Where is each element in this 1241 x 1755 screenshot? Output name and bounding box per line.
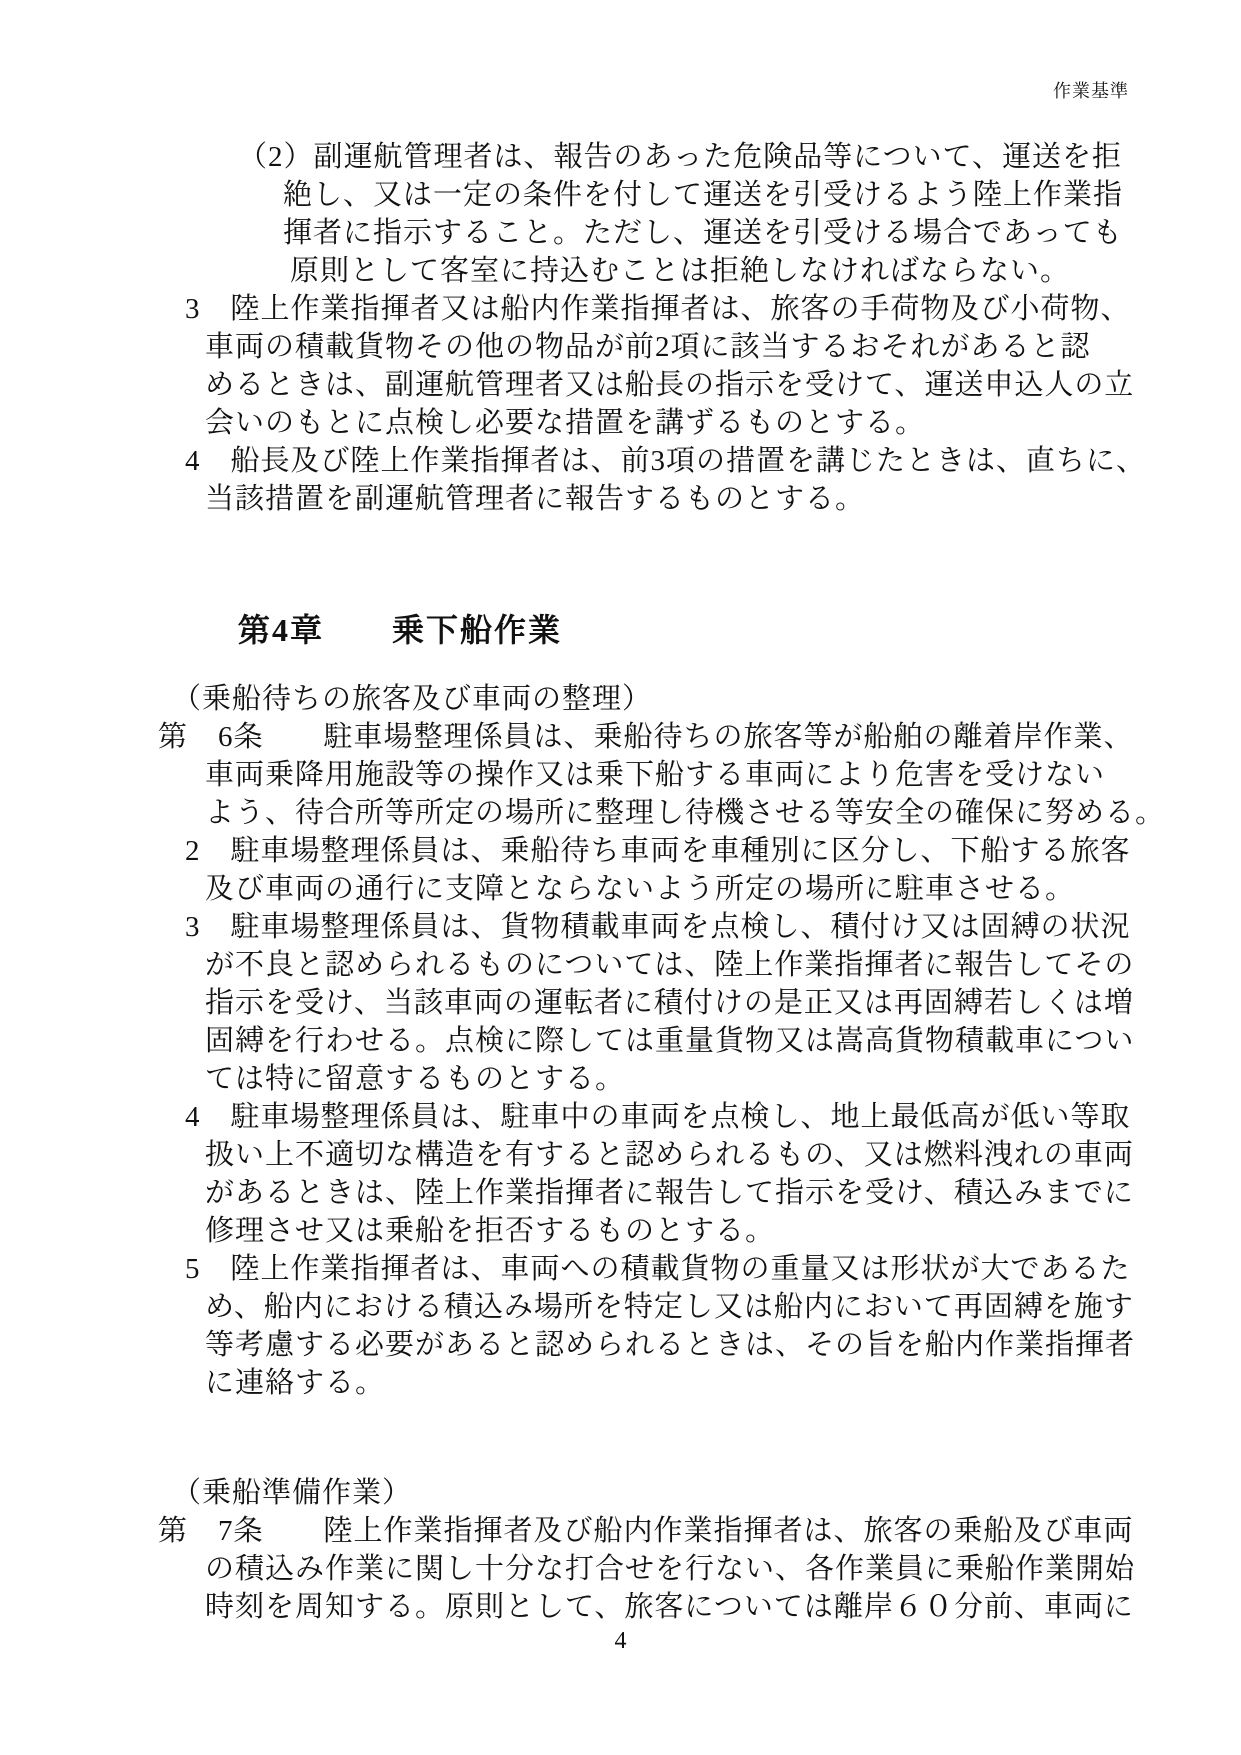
section-article-6 [0,680,1241,1402]
text-line: め、船内における積込み場所を特定し又は船内において再固縛を施す [205,1291,1134,1323]
text-line: 第 6条 駐車場整理係員は、乗船待ちの旅客等が船舶の離着岸作業、 [158,721,1134,753]
text-line: 当該措置を副運航管理者に報告するものとする。 [205,483,866,515]
text-line: 時刻を周知する。原則として、旅客については離岸６０分前、車両に [205,1591,1134,1623]
text-line: 原則として客室に持込むことは拒絶しなければならない。 [290,255,1071,287]
text-line: 3 陸上作業指揮者又は船内作業指揮者は、旅客の手荷物及び小荷物、 [185,293,1131,325]
section-article-7 [0,1474,1241,1626]
chapter-heading: 第4章 乗下船作業 [238,612,563,648]
text-line: 4 船長及び陸上作業指揮者は、前3項の措置を講じたときは、直ちに、 [185,445,1147,477]
text-line: 2 駐車場整理係員は、乗船待ち車両を車種別に区分し、下船する旅客 [185,835,1131,867]
text-line: 車両の積載貨物その他の物品が前2項に該当するおそれがあると認 [205,331,1091,363]
text-line: 第 7条 陸上作業指揮者及び船内作業指揮者は、旅客の乗船及び車両 [158,1515,1134,1547]
text-line: 会いのもとに点検し必要な措置を講ずるものとする。 [205,407,926,439]
text-line: 揮者に指示すること。ただし、運送を引受ける場合であっても [283,217,1123,249]
text-line: 指示を受け、当該車両の運転者に積付けの是正又は再固縛若しくは増 [205,987,1134,1019]
text-line: に連絡する。 [205,1367,386,1399]
text-line: めるときは、副運航管理者又は船長の指示を受けて、運送申込人の立 [205,369,1135,401]
text-line: （2）副運航管理者は、報告のあった危険品等について、運送を拒 [238,141,1123,173]
section-previous-article-items [0,138,1241,518]
text-line: があるときは、陸上作業指揮者に報告して指示を受け、積込みまでに [205,1177,1134,1209]
text-line: 3 駐車場整理係員は、貨物積載車両を点検し、積付け又は固縛の状況 [185,911,1131,943]
text-line: 4 駐車場整理係員は、駐車中の車両を点検し、地上最低高が低い等取 [185,1101,1131,1133]
document-content [0,138,1241,1626]
text-line: 絶し、又は一定の条件を付して運送を引受けるよう陸上作業指 [283,179,1124,211]
text-line: が不良と認められるものについては、陸上作業指揮者に報告してその [205,949,1135,981]
text-line: 等考慮する必要があると認められるときは、その旨を船内作業指揮者 [205,1329,1136,1361]
article-caption: （乗船待ちの旅客及び車両の整理） [172,683,653,715]
text-line: 及び車両の通行に支障とならないよう所定の場所に駐車させる。 [205,873,1076,905]
text-line: ては特に留意するものとする。 [205,1063,626,1095]
text-line: 修理させ又は乗船を拒否するものとする。 [205,1215,776,1247]
text-line: の積込み作業に関し十分な打合せを行ない、各作業員に乗船作業開始 [205,1553,1136,1585]
text-line: 5 陸上作業指揮者は、車両への積載貨物の重量又は形状が大であるた [185,1253,1131,1285]
text-line: よう、待合所等所定の場所に整理し待機させる等安全の確保に努める。 [205,797,1166,829]
running-header: 作業基準 [1053,81,1129,101]
page-number: 4 [614,1628,627,1654]
article-caption: （乗船準備作業） [172,1477,413,1509]
text-line: 車両乗降用施設等の操作又は乗下船する車両により危害を受けない [205,759,1106,791]
text-line: 固縛を行わせる。点検に際しては重量貨物又は嵩高貨物積載車につい [205,1025,1135,1057]
text-line: 扱い上不適切な構造を有すると認められるもの、又は燃料洩れの車両 [205,1139,1134,1171]
